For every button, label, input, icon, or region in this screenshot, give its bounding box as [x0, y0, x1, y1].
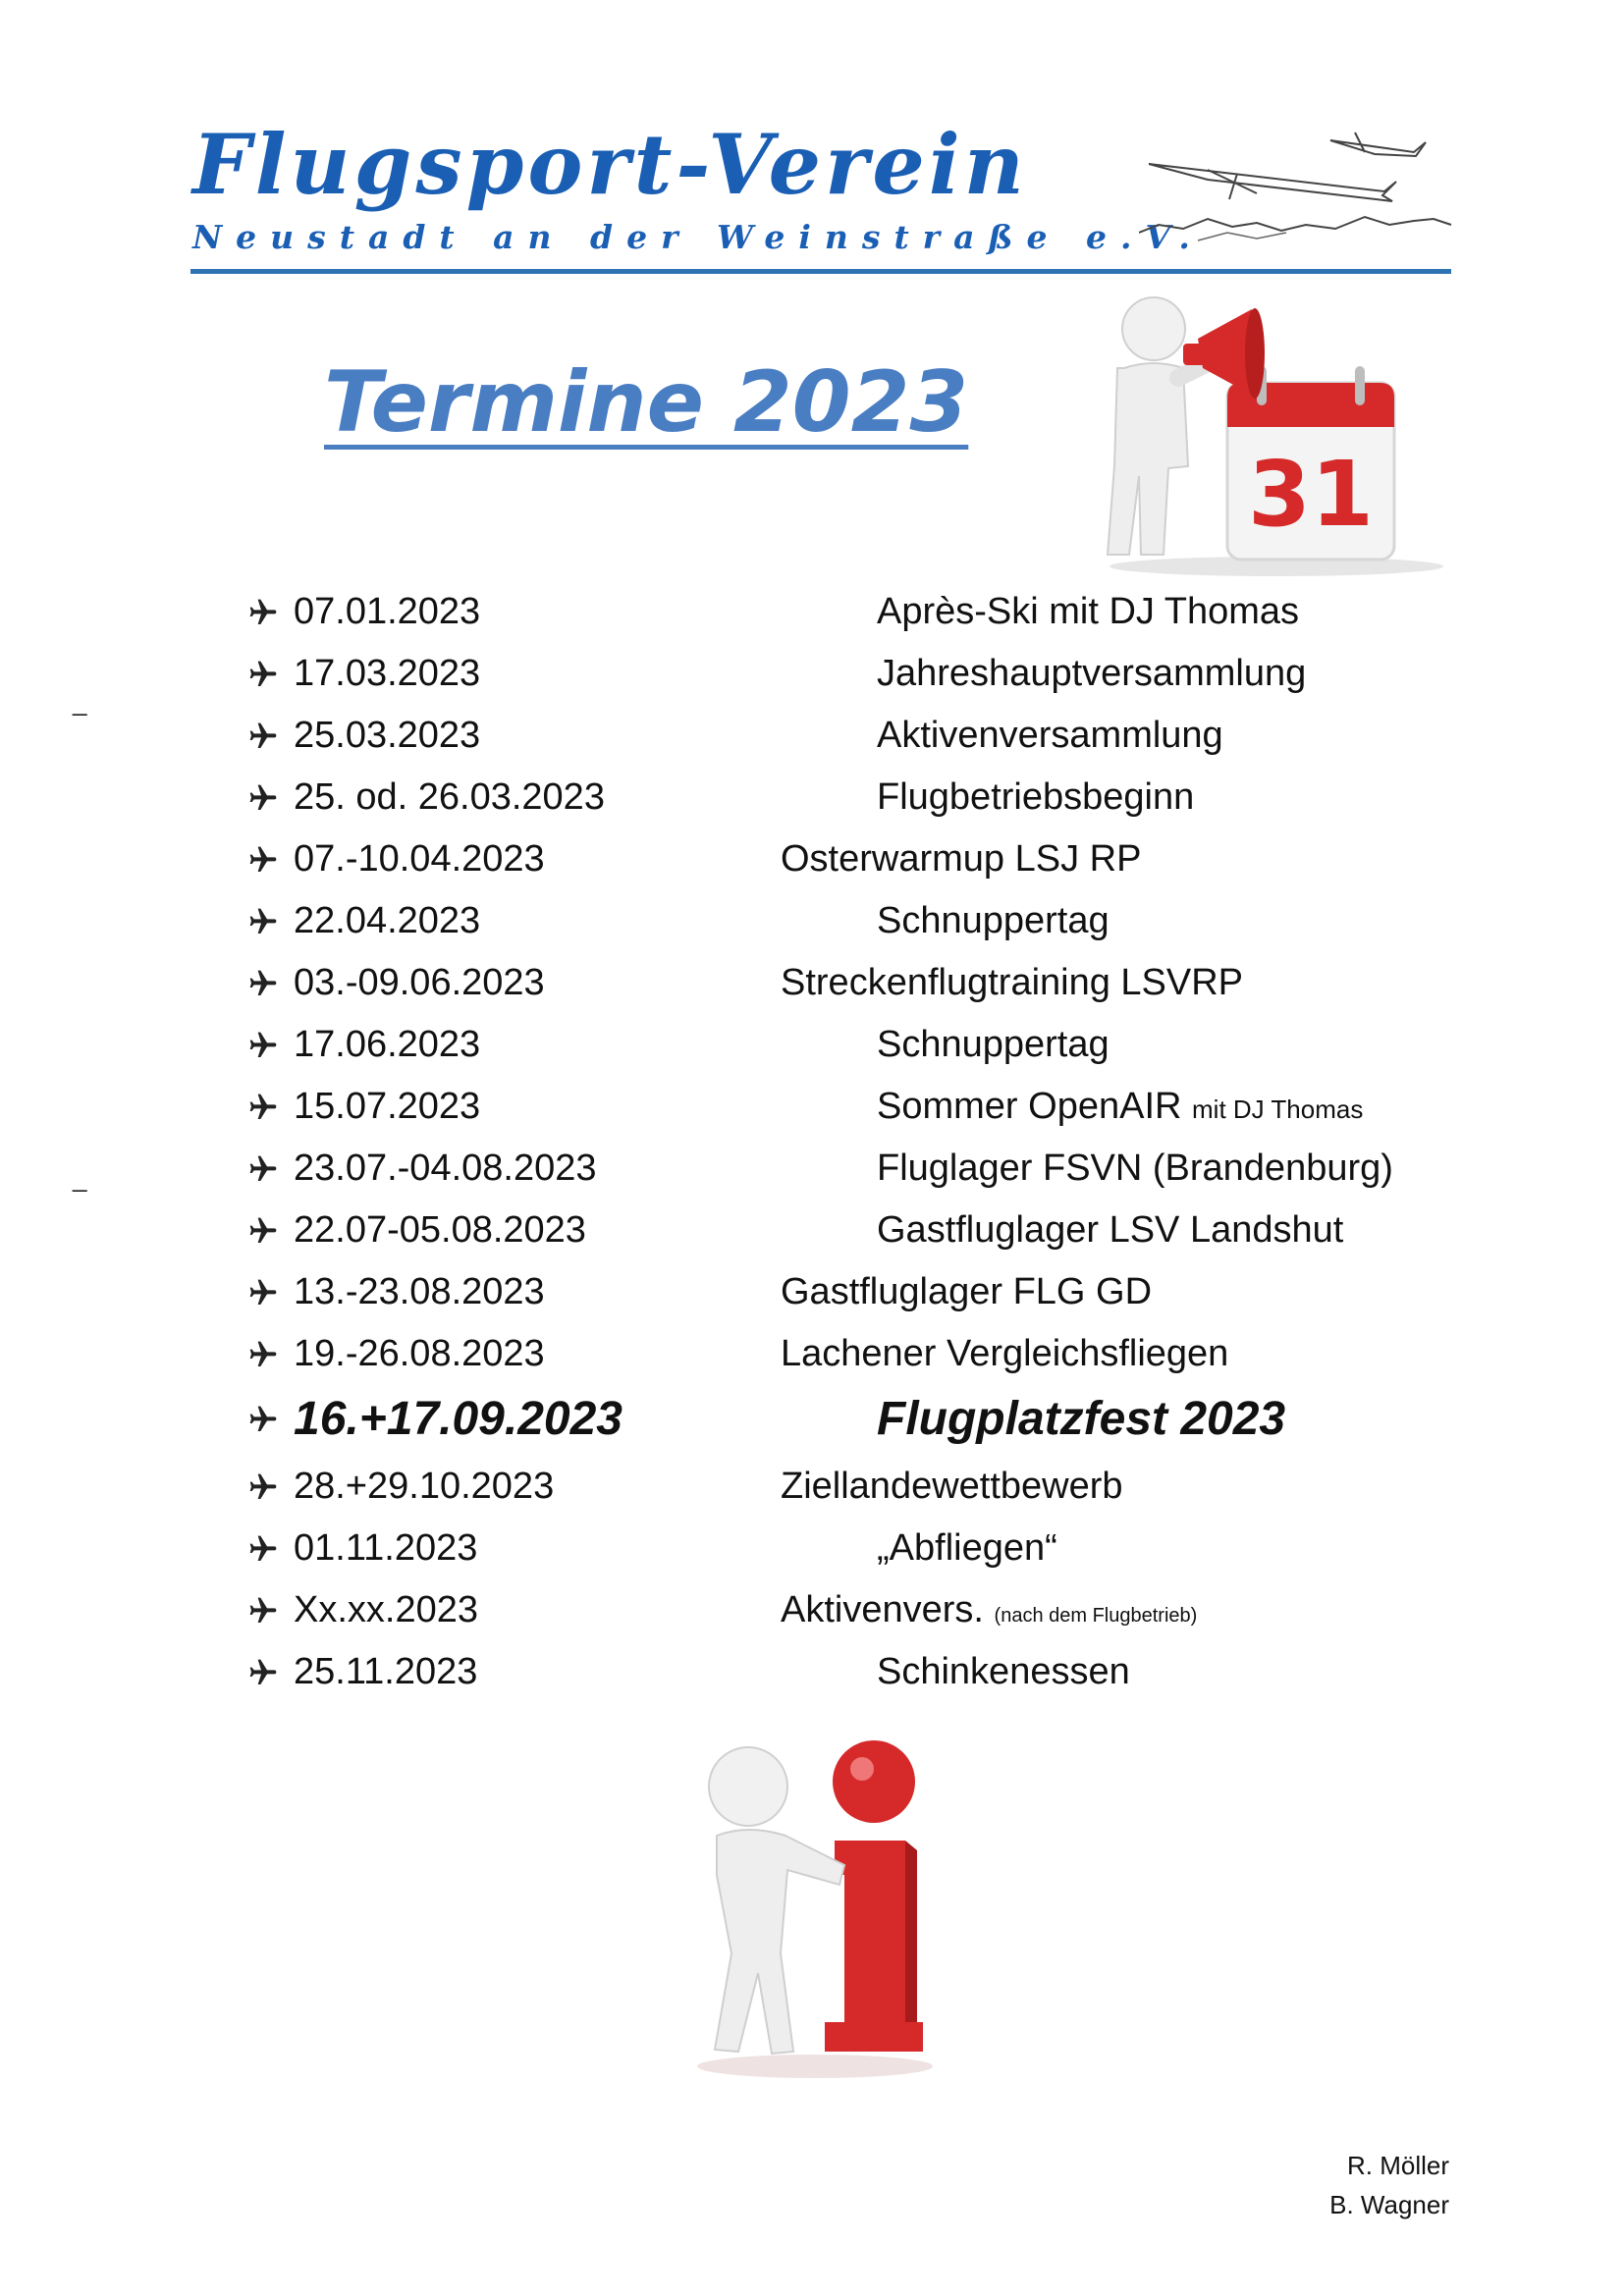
- event-name: Après-Ski mit DJ Thomas: [877, 591, 1300, 632]
- signatures: [1227, 2146, 1449, 2224]
- event-name: Osterwarmup LSJ RP: [781, 838, 1142, 880]
- event-date: 07.-10.04.2023: [294, 838, 545, 880]
- event-row: [0, 828, 1624, 890]
- event-date: 13.-23.08.2023: [294, 1271, 545, 1312]
- svg-text:31: 31: [1247, 442, 1375, 547]
- event-name: Aktivenversammlung: [877, 715, 1223, 756]
- airplane-icon: [244, 1323, 285, 1385]
- event-row: [0, 1076, 1624, 1138]
- airplane-icon: [244, 581, 285, 643]
- event-row: [0, 705, 1624, 767]
- event-date: 19.-26.08.2023: [294, 1333, 545, 1374]
- airplane-icon: [244, 1641, 285, 1703]
- event-row: [0, 1138, 1624, 1200]
- airplane-icon: [244, 890, 285, 952]
- event-name: Fluglager FSVN (Brandenburg): [877, 1148, 1393, 1189]
- event-name: Schinkenessen: [877, 1651, 1130, 1692]
- airplane-icon: [244, 828, 285, 890]
- event-date: 22.07-05.08.2023: [294, 1209, 586, 1251]
- airplane-icon: [244, 767, 285, 828]
- margin-mark: _: [73, 687, 87, 717]
- event-row: [0, 643, 1624, 705]
- airplane-icon: [244, 1456, 285, 1518]
- club-name: Flugsport-Verein: [192, 116, 1028, 213]
- airplane-icon: [244, 643, 285, 705]
- event-note: mit DJ Thomas: [1192, 1095, 1364, 1124]
- airplane-icon: [244, 1138, 285, 1200]
- event-name: Streckenflugtraining LSVRP: [781, 962, 1244, 1003]
- event-date: 17.06.2023: [294, 1024, 481, 1065]
- event-name-text: Aktivenvers.: [781, 1589, 984, 1630]
- airplane-icon: [244, 705, 285, 767]
- event-row: [0, 1261, 1624, 1323]
- airplane-icon: [244, 1076, 285, 1138]
- glider-logo: [1139, 123, 1453, 270]
- event-name: Gastfluglager LSV Landshut: [877, 1209, 1344, 1251]
- event-row: [0, 1456, 1624, 1518]
- event-name: Ziellandewettbewerb: [781, 1466, 1123, 1507]
- event-name-text: Sommer OpenAIR: [877, 1086, 1182, 1127]
- event-date: 23.07.-04.08.2023: [294, 1148, 597, 1189]
- event-row-highlight: [0, 1388, 1624, 1450]
- event-row: [0, 1518, 1624, 1579]
- event-row: [0, 1579, 1624, 1641]
- event-date: 01.11.2023: [294, 1527, 478, 1569]
- event-name: Jahreshauptversammlung: [877, 653, 1307, 694]
- event-note: (nach dem Flugbetrieb): [994, 1605, 1198, 1627]
- event-name: Flugplatzfest 2023: [877, 1393, 1286, 1445]
- info-figure: [677, 1728, 943, 2086]
- airplane-icon: [244, 1518, 285, 1579]
- airplane-icon: [244, 1261, 285, 1323]
- event-name: [781, 1579, 1197, 1647]
- event-name: Gastfluglager FLG GD: [781, 1271, 1153, 1312]
- event-row: [0, 1641, 1624, 1703]
- event-date: 28.+29.10.2023: [294, 1466, 555, 1507]
- airplane-icon: [244, 1014, 285, 1076]
- event-date: 25. od. 26.03.2023: [294, 776, 605, 818]
- event-name: Schnuppertag: [877, 900, 1110, 941]
- event-name: Lachener Vergleichsfliegen: [781, 1333, 1229, 1374]
- event-row: [0, 767, 1624, 828]
- event-date: 16.+17.09.2023: [294, 1393, 623, 1445]
- event-date: 25.03.2023: [294, 715, 481, 756]
- calendar-megaphone-figure: [1080, 290, 1453, 589]
- airplane-icon: [244, 1388, 285, 1450]
- page-title: Termine 2023: [324, 353, 969, 452]
- event-date: Xx.xx.2023: [294, 1589, 478, 1630]
- event-row: [0, 890, 1624, 952]
- airplane-icon: [244, 1579, 285, 1641]
- event-name: Schnuppertag: [877, 1024, 1110, 1065]
- event-row: [0, 1200, 1624, 1261]
- event-date: 22.04.2023: [294, 900, 481, 941]
- signature-name: R. Möller: [1346, 2151, 1449, 2180]
- airplane-icon: [244, 952, 285, 1014]
- event-row: [0, 1323, 1624, 1385]
- event-row: [0, 1014, 1624, 1076]
- event-name: „Abfliegen“: [877, 1527, 1057, 1569]
- signature-name: B. Wagner: [1329, 2190, 1449, 2219]
- event-row: [0, 581, 1624, 643]
- event-name: Flugbetriebsbeginn: [877, 776, 1195, 818]
- event-row: [0, 952, 1624, 1014]
- event-date: 07.01.2023: [294, 591, 481, 632]
- airplane-icon: [244, 1200, 285, 1261]
- event-date: 17.03.2023: [294, 653, 481, 694]
- event-date: 15.07.2023: [294, 1086, 481, 1127]
- event-date: 25.11.2023: [294, 1651, 478, 1692]
- event-name: [877, 1076, 1363, 1141]
- margin-mark: _: [73, 1163, 87, 1193]
- club-subtitle: Neustadt an der Weinstraße e.V.: [192, 218, 1204, 256]
- event-date: 03.-09.06.2023: [294, 962, 545, 1003]
